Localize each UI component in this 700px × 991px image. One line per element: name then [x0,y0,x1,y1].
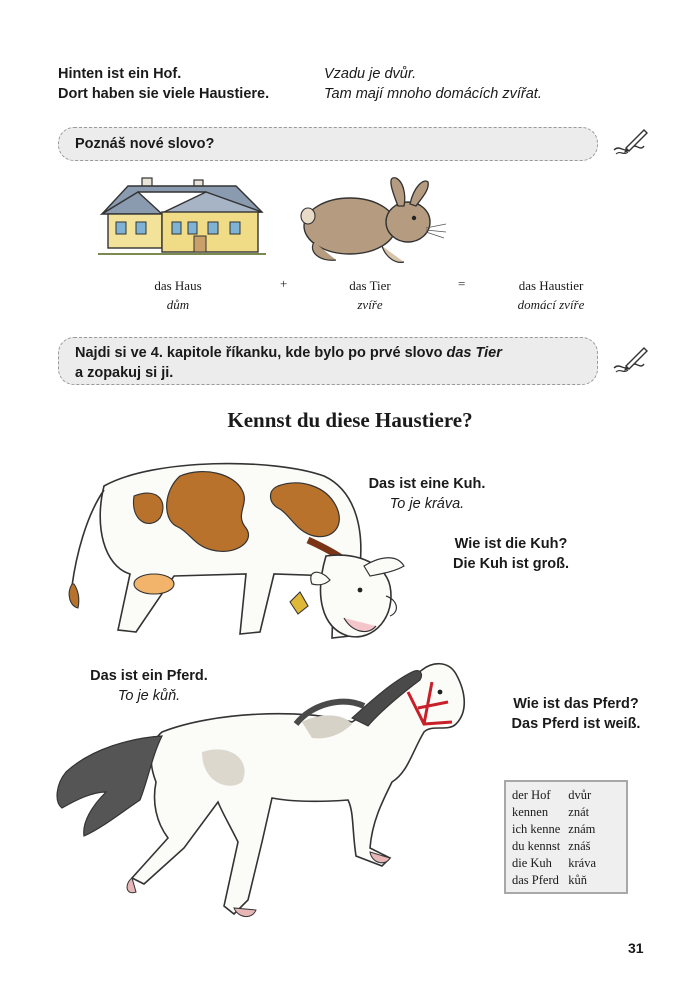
vocab-row [512,804,604,821]
result-de: das Haustier [518,278,584,293]
rabbit-illustration [300,172,450,270]
vocab-row [512,838,604,855]
horse-question: Wie ist das Pferd? [513,696,639,712]
task2-text-italic: das Tier [446,345,502,361]
vocab-cz: znám [568,822,596,836]
page-number: 31 [628,940,644,956]
horse-cz: To je kůň. [117,688,181,704]
horse-answer: Das Pferd ist weiß. [511,716,641,732]
task-box-new-word [58,127,598,161]
task-box-find-rhyme [58,337,598,385]
vocab-de: der Hof [512,788,551,802]
vocab-row [512,787,604,804]
result-cz: domácí zvíře [517,297,585,312]
vocab-de: die Kuh [512,856,552,870]
word2-cz: zvíře [357,297,383,312]
house-illustration [98,176,266,262]
cow-question-answer [436,534,586,574]
word2-de: das Tier [349,278,391,293]
vocab-cz: dvůr [568,788,592,802]
cow-caption [352,474,502,514]
task-text: Poznáš nové slovo? [75,136,215,152]
intro-de-line-2: Dort haben sie viele Haustiere. [58,86,270,102]
intro-cz-line-2: Tam mají mnoho domácích zvířat. [324,86,542,102]
vocab-de: ich kenne [512,822,561,836]
vocab-cz: znáš [568,839,591,853]
horse-question-answer [496,694,656,734]
intro-cz-line-1: Vzadu je dvůr. [324,66,417,82]
cow-de: Das ist eine Kuh. [368,476,486,492]
intro-de-line-1: Hinten ist ein Hof. [58,66,182,82]
vocab-de: das Pferd [512,873,559,887]
task2-text-line2: a zopakuj si ji. [75,365,174,381]
plus-sign: + [280,276,288,291]
pen-writing-icon [610,342,650,376]
vocab-row [512,821,604,838]
vocab-de: du kennst [512,839,561,853]
cow-question: Wie ist die Kuh? [454,536,568,552]
vocab-cz: znát [568,805,590,819]
cow-answer: Die Kuh ist groß. [453,556,569,572]
vocab-cz: kůň [568,873,588,887]
compound-word-2 [320,276,420,314]
vocab-row [512,872,604,889]
section-heading: Kennst du diese Haustiere? [227,408,473,432]
word1-de: das Haus [154,278,202,293]
word1-cz: dům [166,297,190,312]
compound-word-1 [128,276,228,314]
cow-cz: To je kráva. [389,496,465,512]
equals-sign: = [458,276,466,291]
pen-writing-icon [610,124,650,158]
vocab-row [512,855,604,872]
vocabulary-box [504,780,628,894]
horse-de: Das ist ein Pferd. [90,668,208,684]
vocabulary-table [512,787,604,889]
horse-illustration [52,652,484,928]
vocab-de: kennen [512,805,549,819]
vocab-cz: kráva [568,856,597,870]
compound-result [496,276,606,314]
task2-text-before: Najdi si ve 4. kapitole říkanku, kde bylo po prvé slovo [75,345,447,361]
